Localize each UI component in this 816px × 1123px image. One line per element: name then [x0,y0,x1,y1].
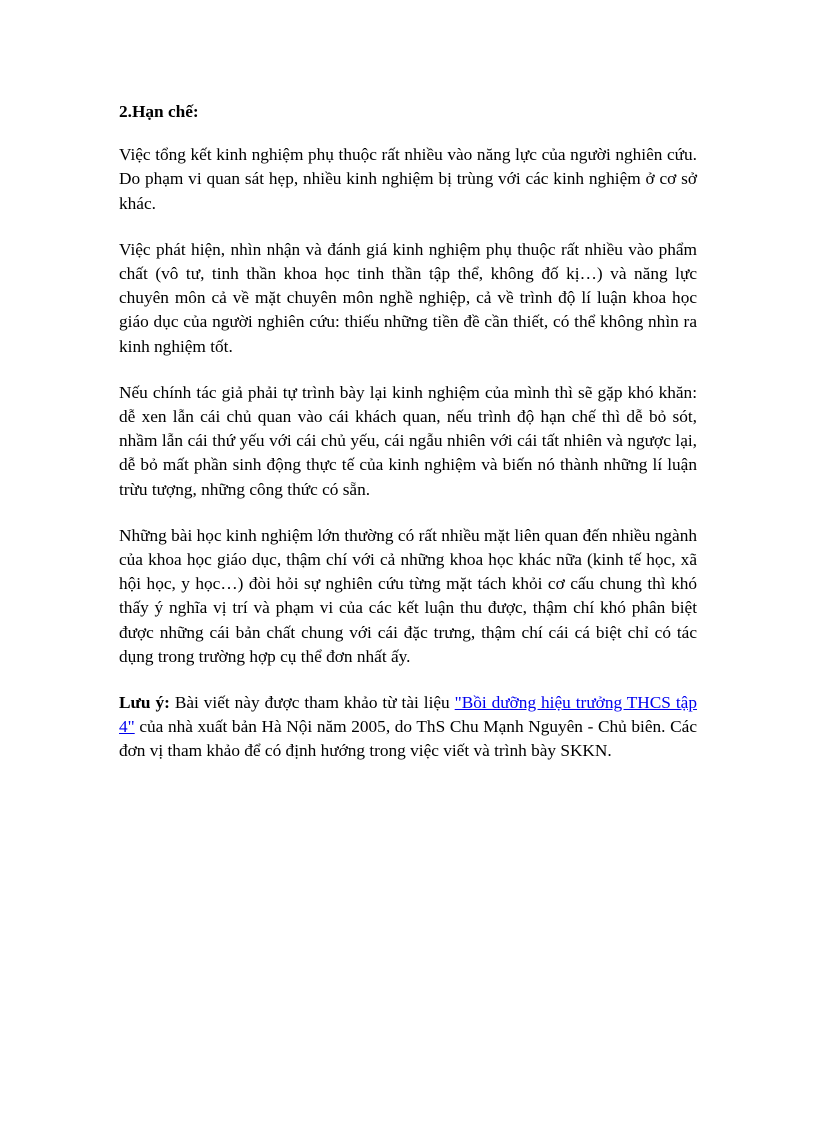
note-label: Lưu ý: [119,693,170,713]
paragraph-2: Việc phát hiện, nhìn nhận và đánh giá kinh nghiệm phụ thuộc rất nhiều vào phẩm chất (vô tư, tinh thần khoa học tinh thần tập thể, không đố kị…) và năng lực chuyên môn cả về mặt chuyên môn nghề nghiệp, cả về trình độ lí luận khoa học giáo dục của người nghiên cứu: thiếu những tiền đề cần thiết, có thể không nhìn ra kinh nghiệm tốt. [119,239,697,356]
paragraph-4: Những bài học kinh nghiệm lớn thường có rất nhiều mặt liên quan đến nhiều ngành của khoa học giáo dục, thậm chí với cả những khoa học khác nữa (kinh tế học, xã hội học, y học…) đòi hỏi sự nghiên cứu từng mặt tách khỏi cơ cấu chung thì khó thấy ý nghĩa vị trí và phạm vi của các kết luận thu được, thậm chí khó phân biệt được những cái bản chất chung với cái đặc trưng, thậm chí cái cá biệt chỉ có tác dụng trong trường hợp cụ thể đơn nhất ấy. [119,525,697,666]
document-page [119,100,697,786]
note-text-before: Bài viết này được tham khảo từ tài liệu [169,693,455,713]
reference-link[interactable]: "Bồi dưỡng hiệu trưởng THCS tập 4" [119,693,697,737]
note-text-after: của nhà xuất bản Hà Nội năm 2005, do ThS Chu Mạnh Nguyên - Chủ biên. Các đơn vị tham khảo để có định hướng trong việc viết và trình bày SKKN. [119,717,697,761]
note-paragraph [119,691,697,764]
paragraph-1: Việc tổng kết kinh nghiệm phụ thuộc rất nhiều vào năng lực của người nghiên cứu. Do phạm vi quan sát hẹp, nhiều kinh nghiệm bị trùng với các kinh nghiệm ở cơ sở khác. [119,145,697,213]
paragraph-3: Nếu chính tác giả phải tự trình bày lại kinh nghiệm của mình thì sẽ gặp khó khăn: dễ xen lẫn cái chủ quan vào cái khách quan, nếu trình độ hạn chế thì dễ bỏ sót, nhầm lẫn cái thứ yếu với cái chủ yếu, cái ngẫu nhiên với cái tất nhiên và ngược lại, dễ bỏ mất phần sinh động thực tế của kinh nghiệm và biến nó thành những lí luận trừu tượng, những công thức có sẵn. [119,382,697,499]
section-heading: 2.Hạn chế: [119,102,199,121]
